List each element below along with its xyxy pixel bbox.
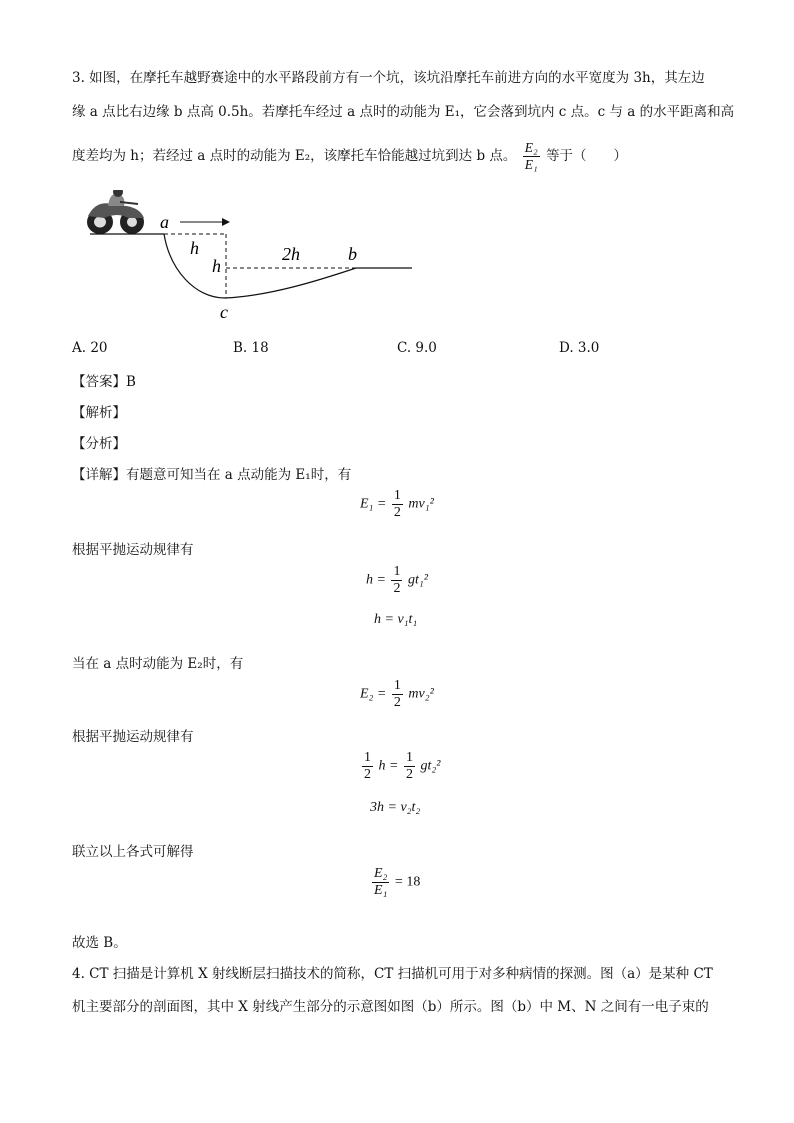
label-c: c <box>220 302 228 322</box>
q3-line3-post: 等于（ ） <box>545 148 627 164</box>
q4-text-line-1: 4. CT 扫描是计算机 X 射线断层扫描技术的简称，CT 扫描机可用于对多种病情的探测。图（a）是某种 CT <box>72 966 713 982</box>
motorcycle-pit-figure <box>0 190 794 330</box>
equation-e1 <box>360 488 434 521</box>
eq2-num: 1 <box>393 564 401 579</box>
eq5-num: 1 <box>405 750 413 765</box>
rule-line-1: 根据平抛运动规律有 <box>72 542 194 558</box>
eq5-rhs: gt₂² <box>420 758 441 774</box>
choice-a: A. 20 <box>72 340 108 356</box>
q3-text-line-3 <box>72 140 627 173</box>
q3-line3-pre: 度差均为 h；若经过 a 点时的动能为 E₂，该摩托车恰能越过坑到达 b 点。 <box>72 148 517 164</box>
eq5-lden: 2 <box>364 767 371 782</box>
conclusion-line: 故选 B。 <box>72 935 127 951</box>
eq5-left-fraction <box>362 750 373 783</box>
equation-h-v1t1: h = v₁t₁ <box>374 612 418 627</box>
eq2-fraction <box>391 564 402 597</box>
q3-ratio-fraction <box>523 140 540 173</box>
equation-3h: 3h = v₂t₂ <box>370 800 421 815</box>
eq7-num: E₂ <box>374 866 388 881</box>
fenxi-heading: 【分析】 <box>72 436 126 452</box>
choice-d: D. 3.0 <box>559 340 600 356</box>
eq7-den: E₁ <box>374 883 388 898</box>
equation-h-g <box>366 564 428 597</box>
label-h-upper: h <box>190 238 199 258</box>
q4-text-line-2: 机主要部分的剖面图，其中 X 射线产生部分的示意图如图（b）所示。图（b）中 M、N 之间有一电子束的 <box>72 999 709 1015</box>
eq4-fraction <box>392 678 403 711</box>
q3-text-line-2: 缘 a 点比右边缘 b 点高 0.5h。若摩托车经过 a 点时的动能为 E₁，它会落到坑内 c 点。c 与 a 的水平距离和高 <box>72 104 735 120</box>
equation-half-h <box>360 750 440 783</box>
eq1-lhs: E₁ = <box>360 496 387 512</box>
eq1-fraction <box>392 488 403 521</box>
answer-line: 【答案】B <box>72 374 136 390</box>
label-b: b <box>348 244 357 264</box>
eq4-den: 2 <box>393 695 401 710</box>
equation-e2 <box>360 678 434 711</box>
motorcycle-icon <box>87 190 144 234</box>
label-2h: 2h <box>282 244 300 264</box>
eq5-fraction <box>404 750 415 783</box>
eq5-lvar: h = <box>378 758 399 774</box>
q3-text-line-1: 3. 如图，在摩托车越野赛途中的水平路段前方有一个坑，该坑沿摩托车前进方向的水平宽度为 3h，其左边 <box>72 70 705 86</box>
eq4-lhs: E₂ = <box>360 686 387 702</box>
eq2-lhs: h = <box>366 572 386 588</box>
rule-line-2: 根据平抛运动规律有 <box>72 729 194 745</box>
eq7-rhs: = 18 <box>394 874 421 890</box>
velocity-arrow-icon <box>222 218 230 226</box>
label-h-lower: h <box>212 256 221 276</box>
combine-line: 联立以上各式可解得 <box>72 844 194 860</box>
q3-ratio-numerator: E₂ <box>524 140 538 155</box>
detail-line: 【详解】有题意可知当在 a 点动能为 E₁时，有 <box>72 467 352 483</box>
eq2-den: 2 <box>393 581 401 596</box>
eq4-rhs: mv₂² <box>408 686 434 702</box>
eq2-rhs: gt₁² <box>407 572 428 588</box>
eq5-lnum: 1 <box>364 750 371 765</box>
when-line: 当在 a 点时动能为 E₂时，有 <box>72 656 244 672</box>
analysis-heading: 【解析】 <box>72 405 126 421</box>
q3-ratio-denominator: E₁ <box>524 157 538 172</box>
choice-c: C. 9.0 <box>397 340 437 356</box>
equation-result <box>370 866 420 899</box>
eq1-den: 2 <box>393 505 401 520</box>
eq7-fraction <box>372 866 389 899</box>
choice-b: B. 18 <box>233 340 269 356</box>
eq1-rhs: mv₁² <box>408 496 434 512</box>
eq4-num: 1 <box>393 678 401 693</box>
eq5-den: 2 <box>405 767 413 782</box>
eq1-num: 1 <box>393 488 401 503</box>
label-a: a <box>160 212 169 232</box>
